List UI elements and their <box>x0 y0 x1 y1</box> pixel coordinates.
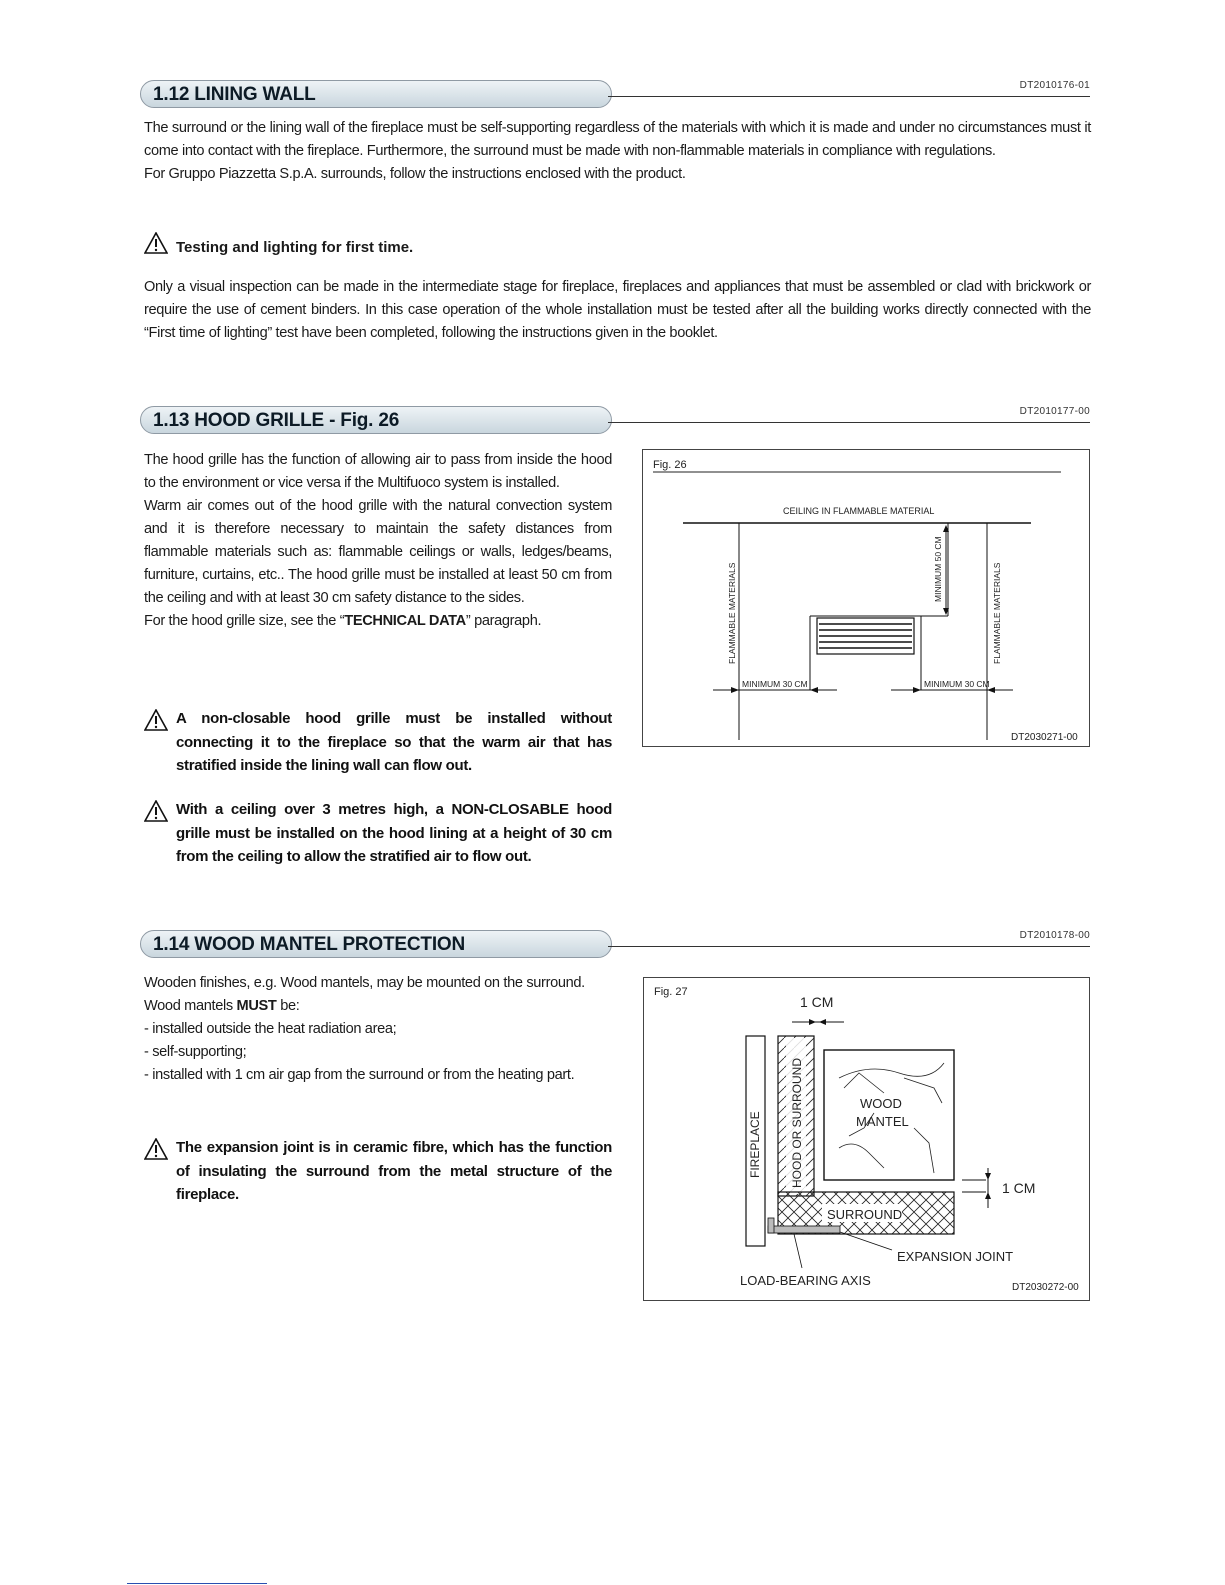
warning-text: A non-closable hood grille must be installed without connecting it to the fireplace so that the warm air that has stratified inside the lining wall can flow out. <box>176 710 612 774</box>
figure-label: Fig. 27 <box>654 986 688 998</box>
figure-26-drawing <box>643 450 1091 748</box>
paragraph <box>144 995 612 1018</box>
paragraph: Warm air comes out of the hood grille with the natural convection system and it is therefore necessary to maintain the safety distances from flammable materials such as: flammable ceilings or walls, ledges/beams, furniture, curtains, etc.. The hood grille must be installed at least 50 cm from the ceiling and with at least 30 cm safety distance to the sides. <box>144 498 612 606</box>
mantel-label-line2: MANTEL <box>856 1114 909 1129</box>
figure-27-drawing <box>644 978 1091 1302</box>
min-50-label: MINIMUM 50 CM <box>933 536 943 602</box>
min-30-left-label: MINIMUM 30 CM <box>742 679 808 689</box>
load-bearing-axis-label: LOAD-BEARING AXIS <box>740 1273 871 1288</box>
warning-text: The expansion joint is in ceramic fibre, which has the function of insulating the surround from the metal structure of the fireplace. <box>176 1139 612 1203</box>
divider <box>608 96 1090 97</box>
document-code: DT2010177-00 <box>1019 406 1090 417</box>
text-run: be: <box>276 998 300 1014</box>
figure-27 <box>643 977 1090 1301</box>
divider <box>608 946 1090 947</box>
surround-label: SURROUND <box>827 1207 903 1222</box>
warning-triangle-icon <box>144 800 168 822</box>
section-header-wood-mantel <box>140 930 1090 960</box>
expansion-joint <box>768 1226 840 1233</box>
hood-surround-label: HOOD OR SURROUND <box>790 1057 804 1188</box>
list-item: - self-supporting; <box>144 1044 247 1060</box>
technical-data-ref: TECHNICAL DATA <box>344 613 466 629</box>
warning-triangle-icon <box>144 232 168 254</box>
section-title: 1.14 WOOD MANTEL PROTECTION <box>140 930 612 958</box>
document-code: DT2010178-00 <box>1019 930 1090 941</box>
gap-side-label: 1 CM <box>1002 1180 1036 1196</box>
section-header-hood-grille <box>140 406 1090 436</box>
gap-top-label: 1 CM <box>800 994 834 1010</box>
mantel-label-line1: WOOD <box>860 1096 902 1111</box>
hood-grille-text <box>144 449 612 633</box>
list-item: - installed outside the heat radiation area; <box>144 1021 397 1037</box>
lining-wall-text <box>144 117 1091 186</box>
min-30-right-label: MINIMUM 30 CM <box>924 679 990 689</box>
section-title: 1.13 HOOD GRILLE - Fig. 26 <box>140 406 612 434</box>
left-wall-label: FLAMMABLE MATERIALS <box>727 562 737 664</box>
figure-code: DT2030271-00 <box>1011 732 1078 743</box>
text-run: For the hood grille size, see the “ <box>144 613 345 629</box>
paragraph: The surround or the lining wall of the fireplace must be self-supporting regardless of the materials with which it is made and under no circumstances must it come into contact with the fireplace. Furthermore, the surround must be made with non-flammable materials in compliance with regulations. <box>144 120 1091 159</box>
warning-block <box>144 707 612 778</box>
warning-text: With a ceiling over 3 metres high, a NON-CLOSABLE hood grille must be installed on the hood lining at a height of 30 cm from the ceiling to allow the stratified air to flow out. <box>176 801 612 865</box>
section-title: 1.12 LINING WALL <box>140 80 612 108</box>
section-header-lining-wall <box>140 80 1090 110</box>
divider <box>608 422 1090 423</box>
figure-label: Fig. 26 <box>653 459 687 471</box>
paragraph: The hood grille has the function of allowing air to pass from inside the hood to the environment or vice versa if the Multifuoco system is installed. <box>144 452 612 491</box>
ceiling-label: CEILING IN FLAMMABLE MATERIAL <box>783 506 935 516</box>
warning-triangle-icon <box>144 1138 168 1160</box>
fireplace-label: FIREPLACE <box>748 1111 762 1178</box>
text-run: Wood mantels <box>144 998 237 1014</box>
warning-block <box>144 798 612 869</box>
paragraph <box>144 610 612 633</box>
warning-triangle-icon <box>144 709 168 731</box>
expansion-joint-label: EXPANSION JOINT <box>897 1249 1014 1264</box>
document-code: DT2010176-01 <box>1019 80 1090 91</box>
paragraph: Wooden finishes, e.g. Wood mantels, may be mounted on the surround. <box>144 975 585 991</box>
warning-block <box>144 1136 612 1207</box>
footer-rule <box>127 1583 267 1584</box>
text-run: ” paragraph. <box>465 613 542 629</box>
requirements-list <box>144 1018 612 1087</box>
list-item: - installed with 1 cm air gap from the surround or from the heating part. <box>144 1067 575 1083</box>
right-wall-label: FLAMMABLE MATERIALS <box>992 562 1002 664</box>
figure-code: DT2030272-00 <box>1012 1282 1079 1293</box>
warning-heading-text: Testing and lighting for first time. <box>176 239 414 256</box>
must-emphasis: MUST <box>236 998 277 1014</box>
warning-heading <box>144 236 413 259</box>
figure-26 <box>642 449 1090 747</box>
paragraph: For Gruppo Piazzetta S.p.A. surrounds, follow the instructions enclosed with the product. <box>144 166 686 182</box>
wood-mantel-text <box>144 972 612 1087</box>
paragraph: Only a visual inspection can be made in the intermediate stage for fireplace, fireplaces and appliances that must be assembled or clad with brickwork or require the use of cement binders. In this case operation of the whole installation must be tested after all the building works directly connected with the “First time of lighting” test have been completed, following the instructions given in the booklet. <box>144 279 1091 341</box>
testing-text <box>144 276 1091 345</box>
